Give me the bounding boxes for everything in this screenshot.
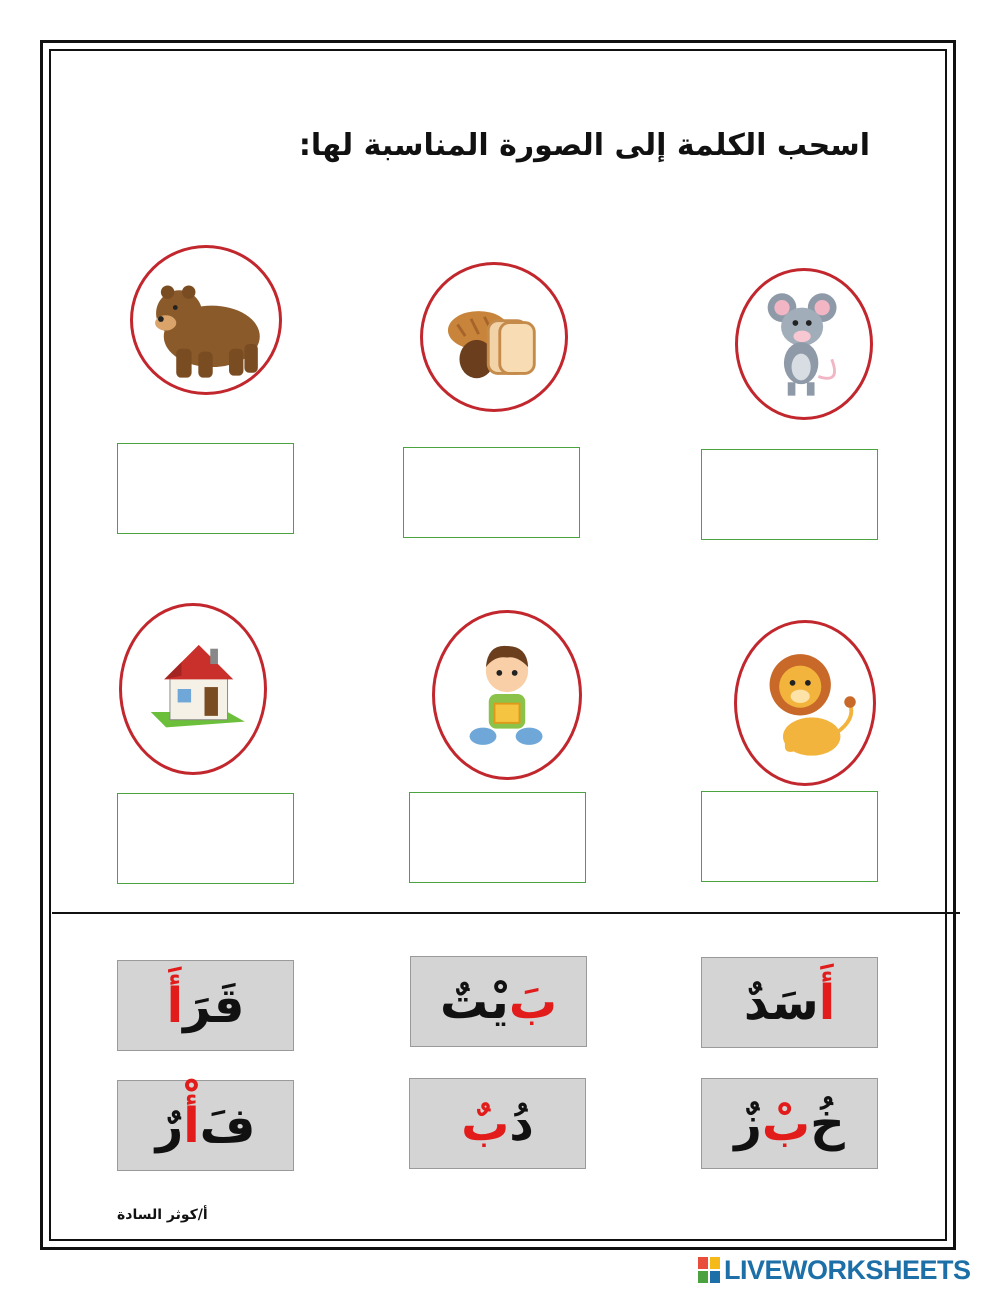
word-tile[interactable]: [409, 1078, 586, 1169]
drop-zone-bread[interactable]: [403, 447, 580, 538]
word-highlight-letter: بَ: [508, 973, 558, 1030]
word-part: فَ: [199, 1097, 256, 1154]
lion-picture: [734, 620, 876, 786]
bear-icon: [133, 248, 279, 392]
drop-zone-house[interactable]: [117, 793, 294, 884]
bread-icon: [423, 265, 565, 409]
word-part: رٌ: [155, 1097, 184, 1154]
liveworksheets-logo[interactable]: [698, 1255, 971, 1285]
drop-zone-bear[interactable]: [117, 443, 294, 534]
word-tile[interactable]: [701, 957, 878, 1048]
word-highlight-letter: أْ: [183, 1097, 200, 1154]
word-part: سَدٌ: [743, 974, 819, 1031]
word-part: يْتٌ: [439, 973, 509, 1030]
section-divider: [52, 912, 960, 914]
word-tile[interactable]: [410, 956, 587, 1047]
mouse-icon: [738, 271, 870, 417]
word-part: زٌ: [734, 1095, 762, 1152]
house-icon: [122, 606, 264, 772]
word-highlight-letter: بٌ: [461, 1095, 510, 1152]
word-highlight-letter: بْ: [761, 1095, 811, 1152]
bear-picture: [130, 245, 282, 395]
mouse-picture: [735, 268, 873, 420]
boy-reading-icon: [435, 613, 579, 777]
word-tile[interactable]: [117, 1080, 294, 1171]
brand-name: LIVEWORKSHEETS: [724, 1254, 971, 1285]
word-highlight-letter: أَ: [166, 977, 184, 1034]
boy-picture: [432, 610, 582, 780]
author-credit: أ/كوثر السادة: [117, 1207, 208, 1223]
word-part: خُ: [810, 1095, 845, 1152]
lion-icon: [737, 623, 873, 783]
word-tile[interactable]: [701, 1078, 878, 1169]
drop-zone-boy[interactable]: [409, 792, 586, 883]
drop-zone-mouse[interactable]: [701, 449, 878, 540]
liveworksheets-logo-icon: [698, 1257, 720, 1283]
word-part: دُ: [509, 1095, 534, 1152]
word-part: قَرَ: [183, 977, 245, 1034]
word-highlight-letter: أَ: [818, 974, 836, 1031]
bread-picture: [420, 262, 568, 412]
house-picture: [119, 603, 267, 775]
drop-zone-lion[interactable]: [701, 791, 878, 882]
word-tile[interactable]: [117, 960, 294, 1051]
instruction-title: اسحب الكلمة إلى الصورة المناسبة لها:: [298, 128, 870, 163]
